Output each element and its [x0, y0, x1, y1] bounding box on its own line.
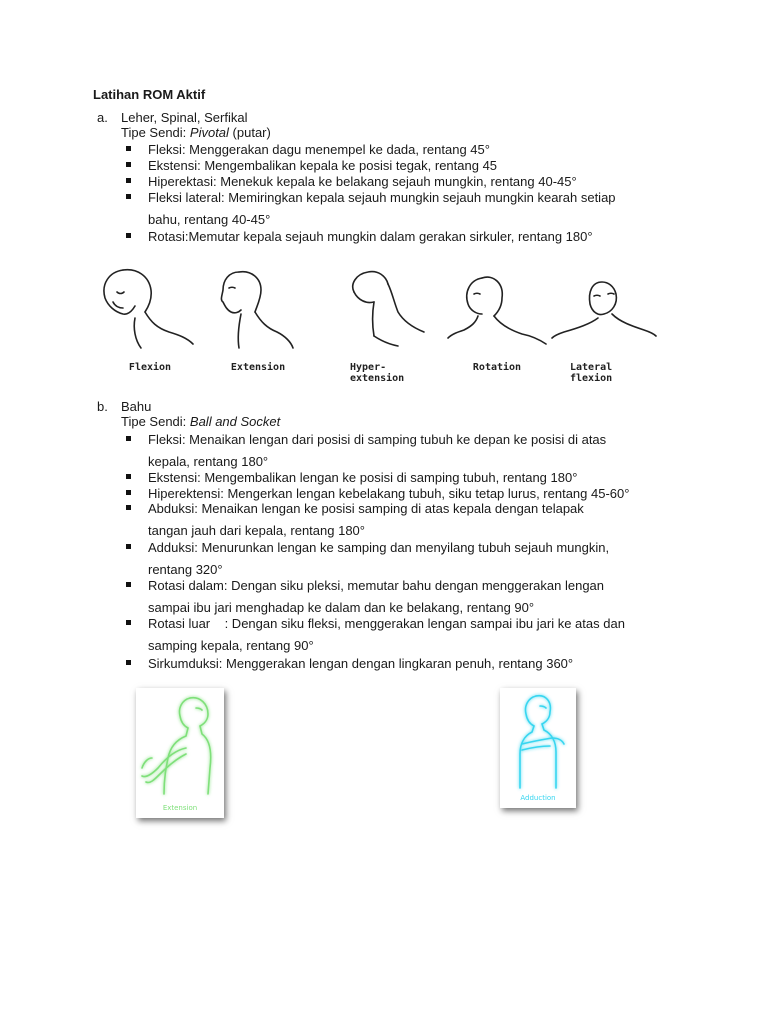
figure-hyperextension [328, 262, 438, 386]
section-b-title: Bahu [121, 399, 152, 414]
section-a-letter: a. [97, 110, 108, 125]
list-item-text: Rotasi dalam: Dengan siku pleksi, memutar bahu dengan menggerakan lengan [148, 578, 605, 593]
bullet-icon [126, 490, 131, 495]
section-a-joint-type [121, 125, 271, 140]
bullet-icon [126, 582, 131, 587]
joint-type-name: Pivotal [189, 125, 229, 140]
page-title: Latihan ROM Aktif [93, 87, 206, 102]
list-item-text: Fleksi lateral: Memiringkan kepala sejauh mungkin sejauh mungkin kearah setiap [148, 190, 616, 205]
section-a-heading [97, 110, 247, 125]
image-label: Adduction [520, 794, 556, 802]
list-item-text: Hiperektasi: Menekuk kepala ke belakang sejauh mungkin, rentang 40-45° [148, 174, 577, 189]
list-item-text-cont: kepala, rentang 180° [148, 454, 269, 469]
list-item-text: Ekstensi: Mengembalikan kepala ke posisi tegak, rentang 45 [148, 158, 498, 173]
caption-hyperextension: Hyper- extension [350, 362, 405, 384]
figure-rotation [442, 262, 552, 386]
figure-flexion [95, 262, 205, 386]
list-item-text: Fleksi: Menggerakan dagu menempel ke dada, rentang 45° [148, 142, 490, 157]
extension-glow-figure [136, 688, 224, 818]
list-item-text: Fleksi: Menaikan lengan dari posisi di samping tubuh ke depan ke posisi di atas [148, 432, 607, 447]
list-item-text-cont: sampai ibu jari menghadap ke dalam dan ke belakang, rentang 90° [148, 600, 535, 615]
neck-rom-figures [95, 262, 655, 386]
list-item-text-cont: tangan jauh dari kepala, rentang 180° [148, 523, 365, 538]
bullet-icon [126, 162, 131, 167]
bullet-icon [126, 178, 131, 183]
joint-type-suffix: (putar) [228, 125, 271, 140]
shoulder-extension-image [136, 688, 224, 818]
section-a-title: Leher, Spinal, Serfikal [121, 110, 248, 125]
list-item-text: Sirkumduksi: Menggerakan lengan dengan lingkaran penuh, rentang 360° [148, 656, 574, 671]
list-item-text: Abduksi: Menaikan lengan ke posisi samping di atas kepala dengan telapak [148, 501, 584, 516]
bullet-icon [126, 505, 131, 510]
adduction-glow-figure [500, 688, 576, 808]
figure-lateral-flexion [550, 262, 660, 386]
section-b-heading [97, 399, 151, 414]
section-b-joint-type [121, 414, 280, 429]
shoulder-adduction-image [500, 688, 576, 808]
list-item-text-cont: bahu, rentang 40-45° [148, 212, 271, 227]
hyperextension-illustration [328, 262, 438, 362]
extension-illustration [203, 262, 313, 362]
bullet-icon [126, 660, 131, 665]
caption-flexion: Flexion [128, 362, 172, 373]
bullet-icon [126, 233, 131, 238]
list-item-text: Hiperektensi: Mengerkan lengan kebelakang tubuh, siku tetap lurus, rentang 45-60° [148, 486, 630, 501]
lateral-flexion-illustration [550, 262, 660, 362]
figure-extension [203, 262, 313, 386]
caption-rotation: Rotation [472, 362, 522, 373]
bullet-icon [126, 620, 131, 625]
list-item-text-cont: rentang 320° [148, 562, 223, 577]
list-item-text: Adduksi: Menurunkan lengan ke samping dan menyilang tubuh sejauh mungkin, [148, 540, 610, 555]
flexion-illustration [95, 262, 205, 362]
joint-type-name: Ball and Socket [189, 414, 281, 429]
bullet-icon [126, 194, 131, 199]
list-item-text: Rotasi luar : Dengan siku fleksi, menggerakan lengan sampai ibu jari ke atas dan [148, 616, 625, 631]
bullet-icon [126, 146, 131, 151]
list-item-text: Ekstensi: Mengembalikan lengan ke posisi di samping tubuh, rentang 180° [148, 470, 578, 485]
section-b-letter: b. [97, 399, 108, 414]
rotation-illustration [442, 262, 552, 362]
joint-type-prefix: Tipe Sendi: [121, 125, 190, 140]
image-label: Extension [162, 804, 198, 812]
joint-type-prefix: Tipe Sendi: [121, 414, 190, 429]
bullet-icon [126, 474, 131, 479]
caption-extension: Extension [230, 362, 286, 373]
list-item-text: Rotasi:Memutar kepala sejauh mungkin dalam gerakan sirkuler, rentang 180° [148, 229, 593, 244]
bullet-icon [126, 436, 131, 441]
list-item-text-cont: samping kepala, rentang 90° [148, 638, 314, 653]
bullet-icon [126, 544, 131, 549]
caption-lateral-flexion: Lateral flexion [570, 362, 613, 384]
